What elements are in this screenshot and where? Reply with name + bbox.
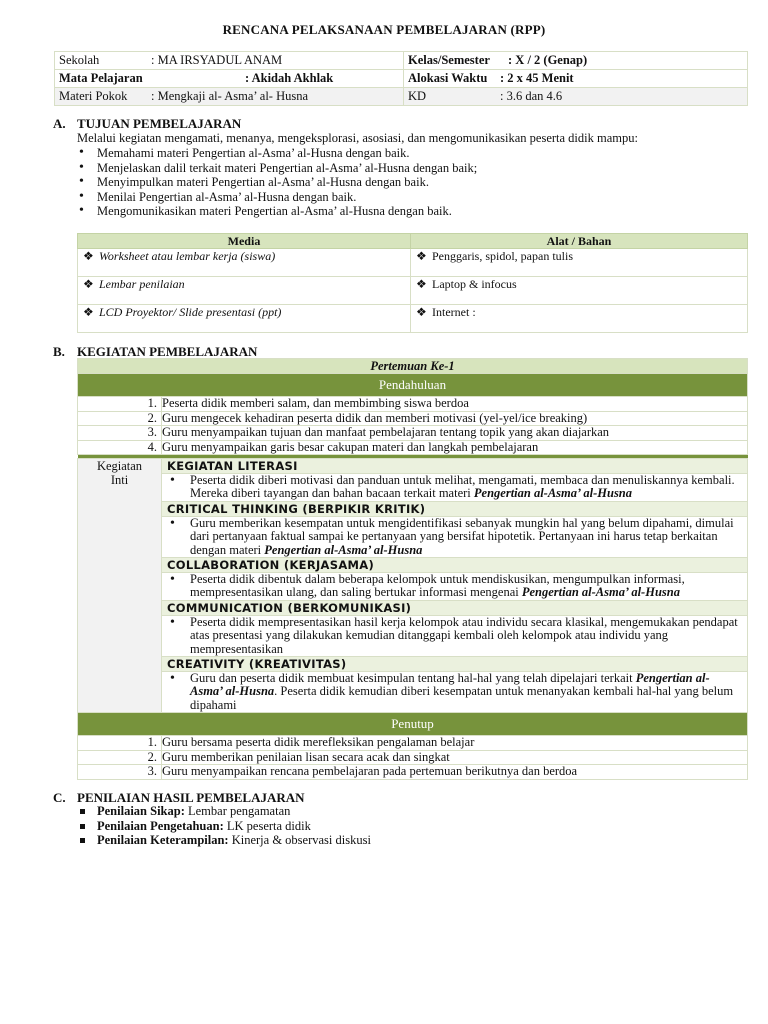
kd-value: : 3.6 dan 4.6	[500, 89, 563, 103]
table-row: 3. Guru menyampaikan tujuan dan manfaat pembelajaran tentang topik yang akan diajarkan	[78, 426, 748, 441]
media-cell: ❖ Worksheet atau lembar kerja (siswa)	[78, 249, 411, 277]
section-a-intro: Melalui kegiatan mengamati, menanya, mengeksplorasi, asosiasi, dan mengomunikasikan peserta didik mampu:	[77, 131, 638, 145]
diamond-bullet-icon: ❖	[416, 277, 427, 291]
section-b-title: KEGIATAN PEMBELAJARAN	[77, 344, 258, 359]
kegiatan-inti-label: Kegiatan Inti	[78, 459, 162, 713]
section-b-letter: B.	[53, 344, 65, 359]
table-row: 1. Guru bersama peserta didik merefleksikan pengalaman belajar	[78, 736, 748, 751]
list-item: • Menjelaskan dalil terkait materi Pengertian al-Asma’ al-Husna dengan baik;	[77, 161, 477, 176]
materi-cell	[55, 88, 404, 106]
alat-cell: ❖ Internet :	[411, 305, 748, 333]
table-row	[78, 277, 748, 305]
list-item: • Menilai Pengertian al-Asma’ al-Husna dengan baik.	[77, 190, 477, 205]
communication-heading: COMMUNICATION (BERKOMUNIKASI)	[162, 601, 747, 616]
diamond-bullet-icon: ❖	[416, 249, 427, 263]
critical-thinking-text: • Guru memberikan kesempatan untuk mengidentifikasi sebanyak mungkin hal yang belum dipahami, dimulai dari pertanyaan faktual sampai ke pertanyaan yang bersifat hipotetik. Pertanyaan ini harus tetap berkaitan dengan materi Pengertian al-Asma’ al-Husna	[162, 517, 747, 558]
alat-header: Alat / Bahan	[411, 234, 748, 249]
media-header: Media	[78, 234, 411, 249]
diamond-bullet-icon: ❖	[83, 249, 94, 263]
collaboration-text: • Peserta didik dibentuk dalam beberapa kelompok untuk mendiskusikan, mengumpulkan informasi, mempresentasikan ulang, dan saling bertukar informasi mengenai Pengertian al-Asma’ al-Husna	[162, 573, 747, 601]
kelas-label: Kelas/Semester	[408, 53, 490, 67]
sekolah-value: : MA IRSYADUL ANAM	[151, 53, 283, 67]
alokasi-cell	[404, 70, 748, 88]
critical-thinking-heading: CRITICAL THINKING (BERPIKIR KRITIK)	[162, 502, 747, 517]
table-row	[78, 249, 748, 277]
document-title: RENCANA PELAKSANAAN PEMBELAJARAN (RPP)	[222, 22, 546, 37]
mapel-value: : Akidah Akhlak	[245, 71, 334, 85]
kegiatan-inti-content	[162, 459, 748, 713]
materi-value: : Mengkaji al- Asma’ al- Husna	[151, 89, 309, 103]
table-row	[78, 305, 748, 333]
alat-cell: ❖ Laptop & infocus	[411, 277, 748, 305]
section-a-heading	[53, 116, 241, 132]
list-item: Penilaian Sikap: Lembar pengamatan	[77, 804, 371, 819]
section-c-title: PENILAIAN HASIL PEMBELAJARAN	[77, 790, 305, 805]
school-info-table	[54, 51, 748, 106]
table-row: 4. Guru menyampaikan garis besar cakupan materi dan langkah pembelajaran	[78, 440, 748, 455]
kelas-cell	[404, 52, 748, 70]
pertemuan-label: Pertemuan Ke-1	[78, 359, 748, 374]
materi-label: Materi Pokok	[59, 89, 128, 103]
sekolah-cell	[55, 52, 404, 70]
mapel-label: Mata Pelajaran	[59, 71, 143, 85]
kegiatan-inti-row	[78, 459, 748, 713]
penilaian-list	[77, 804, 371, 848]
table-row: 2. Guru memberikan penilaian lisan secara acak dan singkat	[78, 750, 748, 765]
kegiatan-table	[77, 358, 748, 780]
literasi-heading: KEGIATAN LITERASI	[162, 459, 747, 474]
creativity-text: • Guru dan peserta didik membuat kesimpulan tentang hal-hal yang telah dipelajari terkait Pengertian al-Asma’ al-Husna. Peserta didik kemudian diberi kesempatan untuk menanyakan kembali hal-hal yang belum dipahami	[162, 672, 747, 712]
mapel-cell	[55, 70, 404, 88]
communication-text: • Peserta didik mempresentasikan hasil kerja kelompok atau individu secara klasikal, mengemukakan pendapat atas presentasi yang dilakukan kemudian ditanggapi kembali oleh kelompok atau individu yang mempresentasikan	[162, 616, 747, 657]
creativity-heading: CREATIVITY (KREATIVITAS)	[162, 657, 747, 672]
kd-cell	[404, 88, 748, 106]
diamond-bullet-icon: ❖	[416, 305, 427, 319]
pendahuluan-band: Pendahuluan	[78, 374, 748, 397]
section-a-letter: A.	[53, 116, 66, 131]
kelas-value: : X / 2 (Genap)	[508, 53, 588, 67]
table-row: 1. Peserta didik memberi salam, dan membimbing siswa berdoa	[78, 397, 748, 412]
collaboration-heading: COLLABORATION (KERJASAMA)	[162, 558, 747, 573]
penutup-band: Penutup	[78, 713, 748, 736]
list-item: Penilaian Keterampilan: Kinerja & observasi diskusi	[77, 833, 371, 848]
goals-list	[77, 146, 477, 219]
list-item: • Menyimpulkan materi Pengertian al-Asma’ al-Husna dengan baik.	[77, 175, 477, 190]
literasi-text: • Peserta didik diberi motivasi dan panduan untuk melihat, mengamati, membaca dan menuliskannya kembali. Mereka diberi tayangan dan bahan bacaan terkait materi Pengertian al-Asma’ al-Husna	[162, 474, 747, 502]
kd-label: KD	[408, 89, 427, 103]
table-row: 2. Guru mengecek kehadiran peserta didik dan memberi motivasi (yel-yel/ice breaking)	[78, 411, 748, 426]
media-cell: ❖ Lembar penilaian	[78, 277, 411, 305]
sekolah-label: Sekolah	[59, 53, 100, 67]
diamond-bullet-icon: ❖	[83, 305, 94, 319]
diamond-bullet-icon: ❖	[83, 277, 94, 291]
list-item: • Mengomunikasikan materi Pengertian al-Asma’ al-Husna dengan baik.	[77, 204, 477, 219]
alokasi-value: : 2 x 45 Menit	[500, 71, 574, 85]
section-c-letter: C.	[53, 790, 66, 805]
media-cell: ❖ LCD Proyektor/ Slide presentasi (ppt)	[78, 305, 411, 333]
table-row: 3. Guru menyampaikan rencana pembelajaran pada pertemuan berikutnya dan berdoa	[78, 765, 748, 780]
media-table	[77, 233, 748, 333]
list-item: • Memahami materi Pengertian al-Asma’ al-Husna dengan baik.	[77, 146, 477, 161]
list-item: Penilaian Pengetahuan: LK peserta didik	[77, 819, 371, 834]
alat-cell: ❖ Penggaris, spidol, papan tulis	[411, 249, 748, 277]
section-a-title: TUJUAN PEMBELAJARAN	[77, 116, 242, 131]
alokasi-label: Alokasi Waktu	[408, 71, 488, 85]
